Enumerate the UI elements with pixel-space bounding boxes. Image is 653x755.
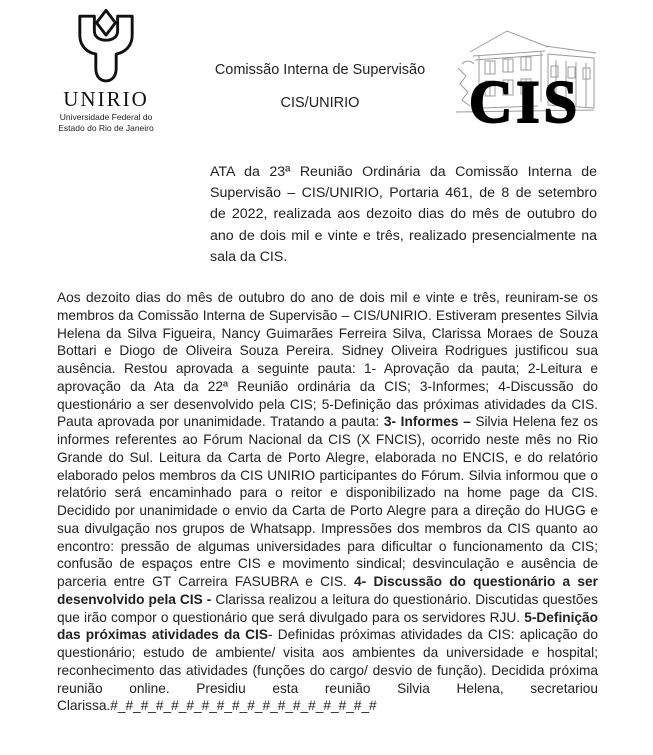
- minutes-body: Aos dezoito dias do mês de outubro do ano de dois mil e vinte e três, reuniram-se os membros da Comissão Interna de Supervisão – CIS/UNIRIO. Estiveram presentes Silvia Helena da Silva Figueira, Nancy Guimarães Ferreira Silva, Clarissa Moraes de Souza Bottari e Diogo de Oliveira Souza Pereira. Sidney Oliveira Rodrigues justificou sua ausência. Restou aprovada a seguinte pauta: 1- Aprovação da pauta; 2-Leitura e aprovação da Ata da 22ª Reunião ordinária da CIS; 3-Informes; 4-Discussão do questionário a ser desenvolvido pela CIS; 5-Definição das próximas atividades da CIS. Pauta aprovada por unanimidade. Tratando a pauta: 3- Informes – Silvia Helena fez os informes referentes ao Fórum Nacional da CIS (X FNCIS), ocorrido neste mês no Rio Grande do Sul. Leitura da Carta de Porto Alegre, elaborada no ENCIS, e do relatório elaborado pelos membros da CIS UNIRIO participantes do Fórum. Silvia informou que o relatório será encaminhado para o reitor e disponibilizado na home page da CIS. Decidido por unanimidade o envio da Carta de Porto Alegre para a direção do HUGG e sua divulgação nos grupos de Whatsapp. Impressões dos membros da CIS quanto ao encontro: pressão de algumas universidades para dificultar o funcionamento da CIS; confusão de espaços entre CIS e movimento sindical; desvinculação e ausência de parceria entre GT Carreira FASUBRA e CIS. 4- Discussão do questionário a ser desenvolvido pela CIS - Clarissa realizou a leitura do questionário. Discutidas questões que irão compor o questionário que será divulgado para os servidores RJU. 5-Definição das próximas atividades da CIS- Definidas próximas atividades da CIS: aplicação do questionário; estudo de ambiente/ visita aos ambientes da universidade e hospital; reconhecimento das atividades (funções do cargo/ desvio de função). Decidida próxima reunião online. Presidiu esta reunião Silvia Helena, secretariou Clarissa.#_#_#_#_#_#_#_#_#_#_#_#_#_#_#_#_#_#: [57, 290, 598, 714]
- cis-logo-text: CIS: [468, 69, 582, 135]
- unirio-logo: [42, 6, 170, 133]
- cis-logo: [452, 24, 598, 135]
- unirio-subtitle-line1: Universidade Federal do: [59, 112, 153, 122]
- unirio-subtitle-line2: Estado do Rio de Janeiro: [58, 122, 154, 133]
- document-header: [165, 62, 475, 111]
- committee-title: Comissão Interna de Supervisão: [214, 62, 426, 78]
- committee-subtitle: CIS/UNIRIO: [280, 95, 360, 111]
- unirio-emblem-icon: [66, 6, 146, 86]
- ata-heading: ATA da 23ª Reunião Ordinária da Comissão Interna de Supervisão – CIS/UNIRIO, Portaria 461, de 8 de setembro de 2022, realizada aos dezoito dias do mês de outubro do ano de dois mil e vinte e três, realizado presencialmente na sala da CIS.: [210, 164, 597, 265]
- unirio-wordmark: UNIRIO: [63, 87, 149, 111]
